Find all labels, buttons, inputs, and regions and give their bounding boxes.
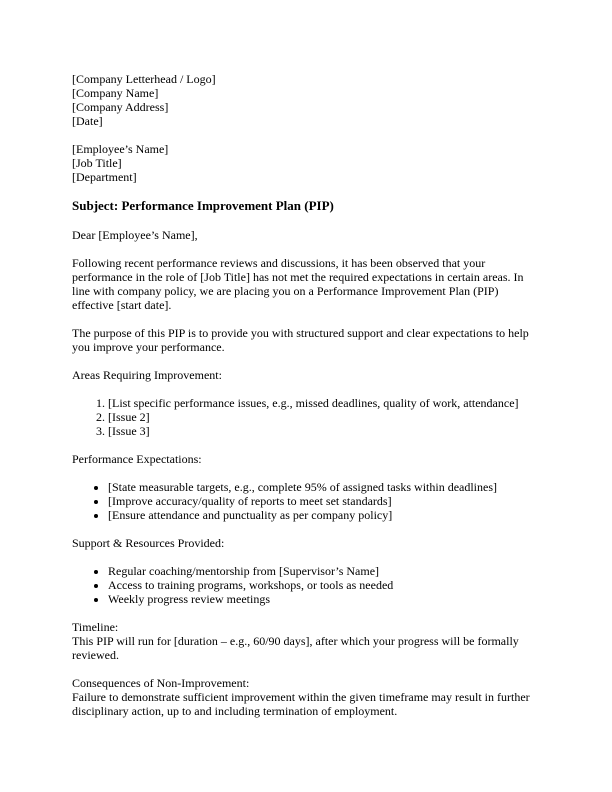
areas-heading: Areas Requiring Improvement:	[72, 368, 222, 382]
expectations-item: • [State measurable targets, e.g., complete 95% of assigned tasks within deadlines]	[108, 480, 542, 494]
subject-line: Subject: Performance Improvement Plan (PIP)	[72, 198, 334, 213]
intro-paragraph: Following recent performance reviews and discussions, it has been observed that your performance in the role of [Job Title] has not met the required expectations in certain areas. In line with company policy, we are placing you on a Performance Improvement Plan (PIP) effective [start date].	[72, 256, 524, 312]
letter-date: [Date]	[72, 114, 103, 128]
areas-item: 1. [List specific performance issues, e.g., missed deadlines, quality of work, attendance]	[108, 396, 542, 410]
company-name: [Company Name]	[72, 86, 159, 100]
expectations-item: • [Ensure attendance and punctuality as per company policy]	[108, 508, 542, 522]
purpose-paragraph: The purpose of this PIP is to provide you with structured support and clear expectations to help you improve your performance.	[72, 326, 529, 354]
company-address: [Company Address]	[72, 100, 169, 114]
consequences-heading: Consequences of Non-Improvement:	[72, 676, 250, 690]
areas-item: 3. [Issue 3]	[108, 424, 542, 438]
timeline-text: This PIP will run for [duration – e.g., 60/90 days], after which your progress will be formally reviewed.	[72, 634, 519, 662]
support-list	[72, 564, 542, 606]
employee-name: [Employee’s Name]	[72, 142, 169, 156]
support-heading: Support & Resources Provided:	[72, 536, 225, 550]
support-item: • Access to training programs, workshops, or tools as needed	[108, 578, 542, 592]
expectations-list	[72, 480, 542, 522]
company-letterhead: [Company Letterhead / Logo]	[72, 72, 216, 86]
salutation: Dear [Employee’s Name],	[72, 228, 198, 242]
department: [Department]	[72, 170, 137, 184]
areas-item: 2. [Issue 2]	[108, 410, 542, 424]
support-item: • Weekly progress review meetings	[108, 592, 542, 606]
job-title: [Job Title]	[72, 156, 122, 170]
timeline-heading: Timeline:	[72, 620, 119, 634]
sender-block	[72, 72, 542, 128]
recipient-block	[72, 142, 542, 184]
consequences-text: Failure to demonstrate sufficient improvement within the given timeframe may result in further disciplinary action, up to and including termination of employment.	[72, 690, 530, 718]
expectations-heading: Performance Expectations:	[72, 452, 202, 466]
expectations-item: • [Improve accuracy/quality of reports to meet set standards]	[108, 494, 542, 508]
document-page	[72, 72, 542, 732]
areas-list	[72, 396, 542, 438]
support-item: • Regular coaching/mentorship from [Supervisor’s Name]	[108, 564, 542, 578]
